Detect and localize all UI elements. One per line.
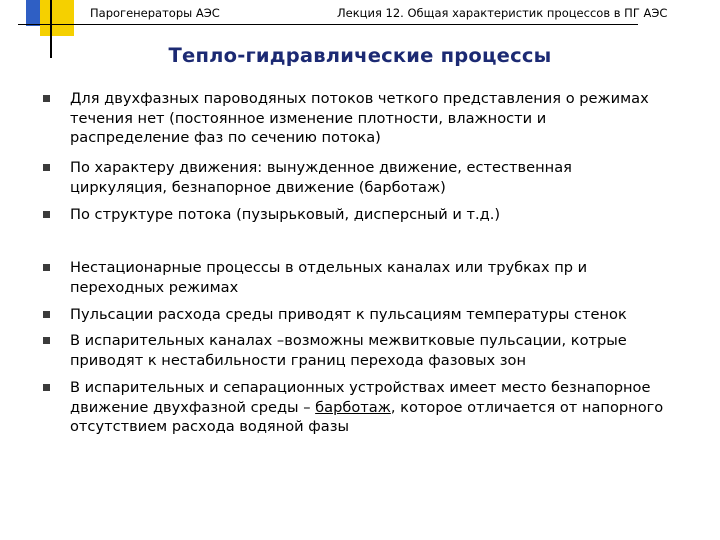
square-bullet-icon [43,164,50,171]
bullet-text: Нестационарные процессы в отдельных каналах или трубках пр и переходных режимах [70,259,588,296]
header-course-name: Парогенераторы АЭС [90,6,220,20]
header-lecture-name: Лекция 12. Общая характеристик процессов в ПГ АЭС [337,6,668,20]
bullet-text [70,378,670,437]
header-divider-line [18,24,638,25]
square-bullet-icon [43,337,50,344]
bullet-text-after: , которое отличается от напорного отсутствием расхода водяной фазы [70,398,664,436]
bullet-text: По структуре потока (пузырьковый, дисперсный и т.д.) [70,206,501,223]
square-bullet-icon [43,95,50,102]
square-bullet-icon [43,384,50,391]
slide-title: Тепло-гидравлические процессы [168,44,552,67]
square-bullet-icon [43,264,50,271]
bullet-text: В испарительных каналах –возможны межвитковые пульсации, котрые приводят к нестабильности границ перехода фазовых зон [70,332,627,369]
bullet-text: По характеру движения: вынужденное движение, естественная циркуляция, безнапорное движение (барботаж) [70,159,572,196]
square-bullet-icon [43,311,50,318]
bullet-text: Для двухфазных пароводяных потоков четкого представления о режимах течения нет (постоянное изменение плотности, влажности и распределение фаз по сечению потока) [70,90,649,147]
bullet-text-before: В испарительных и сепарационных устройствах имеет место безнапорное движение двухфазной среды – [70,379,651,416]
barbotage-link[interactable]: барботаж [315,398,391,416]
corner-yellow-square [40,0,74,36]
square-bullet-icon [43,211,50,218]
bullet-text: Пульсации расхода среды приводят к пульсациям температуры стенок [70,306,627,323]
